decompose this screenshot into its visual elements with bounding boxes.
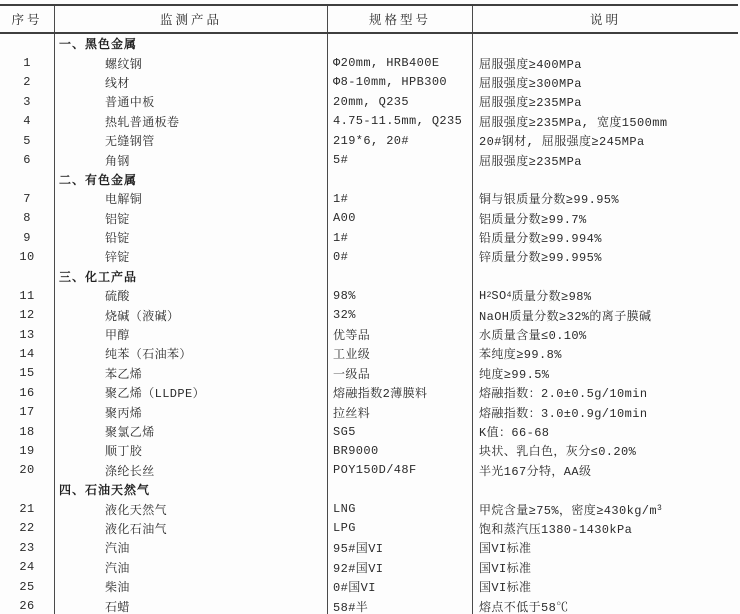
table-row xyxy=(0,422,738,441)
spec-value: Φ8-10mm, HPB300 xyxy=(328,73,473,92)
desc-value: 铅质量分数≥99.994% xyxy=(479,232,602,247)
product-name: 铅锭 xyxy=(55,228,328,247)
row-number: 23 xyxy=(0,538,55,557)
spec-value: BR9000 xyxy=(328,441,473,460)
section-title: 二、有色金属 xyxy=(55,170,328,189)
row-number: 25 xyxy=(0,577,55,596)
spec-value: LPG xyxy=(328,519,473,538)
row-number: 3 xyxy=(0,92,55,111)
product-name: 液化天然气 xyxy=(55,499,328,518)
spec-value: SG5 xyxy=(328,422,473,441)
table-row xyxy=(0,402,738,421)
table-row xyxy=(0,209,738,228)
desc-value: K值：66-68 xyxy=(479,426,550,440)
row-number xyxy=(0,267,55,286)
desc-value: 屈服强度≥235MPa xyxy=(479,96,582,111)
spec-value: 拉丝料 xyxy=(328,402,473,421)
product-name: 铝锭 xyxy=(55,209,328,228)
spec-value: POY150D/48F xyxy=(328,461,473,480)
row-number: 26 xyxy=(0,596,55,614)
desc-value: 国VI标准 xyxy=(479,542,532,557)
product-name: 普通中板 xyxy=(55,92,328,111)
product-name: 聚丙烯 xyxy=(55,402,328,421)
table-row xyxy=(0,364,738,383)
table-row xyxy=(0,305,738,324)
row-number: 7 xyxy=(0,189,55,208)
section-title: 三、化工产品 xyxy=(55,267,328,286)
section-row xyxy=(0,267,738,286)
section-title: 四、石油天然气 xyxy=(55,480,328,499)
table-row xyxy=(0,596,738,614)
table-row xyxy=(0,441,738,460)
spec-value: 219*6, 20# xyxy=(328,131,473,150)
table-row xyxy=(0,53,738,72)
table-row xyxy=(0,538,738,557)
spec-value: 工业级 xyxy=(328,344,473,363)
table-row xyxy=(0,189,738,208)
section-row xyxy=(0,170,738,189)
desc-value: 块状、乳白色，灰分≤0.20% xyxy=(479,445,637,460)
product-name: 角钢 xyxy=(55,150,328,169)
table-row xyxy=(0,499,738,518)
desc-value: 屈服强度≥235MPa, 宽度1500mm xyxy=(479,115,668,130)
table-row xyxy=(0,286,738,305)
spec-value: 1# xyxy=(328,228,473,247)
row-number: 20 xyxy=(0,461,55,480)
row-number: 13 xyxy=(0,325,55,344)
desc-value: H 2 SO 4 质量分数≥98% xyxy=(479,288,592,305)
spec-value: 0# xyxy=(328,247,473,266)
desc-value: 半光167分特，AA级 xyxy=(479,464,592,479)
desc-value: 铜与银质量分数≥99.95% xyxy=(479,193,620,208)
spec-value: LNG xyxy=(328,499,473,518)
desc-value: 屈服强度≥400MPa xyxy=(479,57,582,72)
desc-value: 铝质量分数≥99.7% xyxy=(479,212,587,227)
row-number: 10 xyxy=(0,247,55,266)
product-name: 柴油 xyxy=(55,577,328,596)
header-serial-number: 序号 xyxy=(0,6,55,32)
table-row xyxy=(0,228,738,247)
section-title: 一、黑色金属 xyxy=(55,34,328,53)
product-name: 液化石油气 xyxy=(55,519,328,538)
spec-value: 32% xyxy=(328,305,473,324)
spec-value: 58#半 xyxy=(328,596,473,614)
desc-value: 20#钢材, 屈服强度≥245MPa xyxy=(479,135,645,150)
spec-value: 20mm, Q235 xyxy=(328,92,473,111)
product-name: 汽油 xyxy=(55,538,328,557)
section-row xyxy=(0,34,738,53)
desc-value: 熔融指数：2.0±0.5g/10min xyxy=(479,387,648,402)
row-number: 12 xyxy=(0,305,55,324)
spec-value: Φ20mm, HRB400E xyxy=(328,53,473,72)
row-number: 9 xyxy=(0,228,55,247)
desc-value: 苯纯度≥99.8% xyxy=(479,348,562,363)
table-row xyxy=(0,92,738,111)
table-row xyxy=(0,558,738,577)
table-row xyxy=(0,519,738,538)
row-number: 14 xyxy=(0,344,55,363)
spec-value xyxy=(328,170,473,189)
table-row xyxy=(0,577,738,596)
spec-value: 98% xyxy=(328,286,473,305)
spec-value: 一级品 xyxy=(328,364,473,383)
product-name: 汽油 xyxy=(55,558,328,577)
table-row xyxy=(0,73,738,92)
row-number: 15 xyxy=(0,364,55,383)
table-row xyxy=(0,344,738,363)
spec-value xyxy=(328,34,473,53)
desc-value: 熔融指数：3.0±0.9g/10min xyxy=(479,406,648,421)
desc-value: 水质量含量≤0.10% xyxy=(479,329,587,344)
product-name: 甲醇 xyxy=(55,325,328,344)
product-name: 锌锭 xyxy=(55,247,328,266)
table-row xyxy=(0,461,738,480)
row-number: 17 xyxy=(0,402,55,421)
product-name: 线材 xyxy=(55,73,328,92)
spec-value: 0#国VI xyxy=(328,577,473,596)
spec-value: A00 xyxy=(328,209,473,228)
row-number: 21 xyxy=(0,499,55,518)
product-name: 石蜡 xyxy=(55,596,328,614)
desc-value: 屈服强度≥300MPa xyxy=(479,76,582,91)
row-number xyxy=(0,170,55,189)
table-row xyxy=(0,112,738,131)
table-row xyxy=(0,247,738,266)
row-number: 18 xyxy=(0,422,55,441)
desc-value: 国VI标准 xyxy=(479,561,532,576)
row-number: 2 xyxy=(0,73,55,92)
row-number: 19 xyxy=(0,441,55,460)
product-name: 顺丁胶 xyxy=(55,441,328,460)
header-description: 说明 xyxy=(589,14,621,28)
product-name: 无缝钢管 xyxy=(55,131,328,150)
spec-value xyxy=(328,480,473,499)
row-number: 5 xyxy=(0,131,55,150)
table-row xyxy=(0,383,738,402)
table-body xyxy=(0,34,738,614)
spec-value: 95#国VI xyxy=(328,538,473,557)
table-row xyxy=(0,150,738,169)
product-name: 苯乙烯 xyxy=(55,364,328,383)
table-row xyxy=(0,325,738,344)
spec-value: 5# xyxy=(328,150,473,169)
row-number: 11 xyxy=(0,286,55,305)
row-number: 1 xyxy=(0,53,55,72)
header-monitored-product: 监测产品 xyxy=(55,6,328,32)
product-name: 烧碱（液碱） xyxy=(55,305,328,324)
spec-value: 4.75-11.5mm, Q235 xyxy=(328,112,473,131)
row-number: 8 xyxy=(0,209,55,228)
desc-value: 国VI标准 xyxy=(479,581,532,596)
desc-value xyxy=(473,267,738,286)
product-name: 电解铜 xyxy=(55,189,328,208)
desc-value: 纯度≥99.5% xyxy=(479,367,550,382)
row-number: 22 xyxy=(0,519,55,538)
desc-value: 饱和蒸汽压1380-1430kPa xyxy=(479,522,633,537)
spec-value: 优等品 xyxy=(328,325,473,344)
table-row xyxy=(0,131,738,150)
desc-value xyxy=(473,170,738,189)
table-header-row xyxy=(0,6,738,34)
products-table xyxy=(0,4,738,614)
desc-value xyxy=(473,480,738,499)
desc-value: 屈服强度≥235MPa xyxy=(479,154,582,169)
product-name: 涤纶长丝 xyxy=(55,461,328,480)
section-row xyxy=(0,480,738,499)
product-name: 纯苯（石油苯） xyxy=(55,344,328,363)
product-name: 螺纹钢 xyxy=(55,53,328,72)
product-name: 聚氯乙烯 xyxy=(55,422,328,441)
row-number: 24 xyxy=(0,558,55,577)
spec-value: 熔融指数2薄膜料 xyxy=(328,383,473,402)
row-number: 16 xyxy=(0,383,55,402)
spec-value xyxy=(328,267,473,286)
desc-value: 锌质量分数≥99.995% xyxy=(479,251,602,266)
spec-value: 1# xyxy=(328,189,473,208)
row-number: 6 xyxy=(0,150,55,169)
row-number xyxy=(0,480,55,499)
row-number xyxy=(0,34,55,53)
header-specification-model: 规格型号 xyxy=(328,6,473,32)
product-name: 聚乙烯（LLDPE） xyxy=(55,383,328,402)
desc-value xyxy=(473,34,738,53)
spec-value: 92#国VI xyxy=(328,558,473,577)
product-name: 硫酸 xyxy=(55,286,328,305)
desc-value: 甲烷含量≥75%，密度≥430kg/m 3 xyxy=(479,503,662,518)
desc-value: NaOH质量分数≥32%的离子膜碱 xyxy=(479,309,652,324)
product-name: 热轧普通板卷 xyxy=(55,112,328,131)
desc-value: 熔点不低于58℃ xyxy=(479,600,569,614)
row-number: 4 xyxy=(0,112,55,131)
